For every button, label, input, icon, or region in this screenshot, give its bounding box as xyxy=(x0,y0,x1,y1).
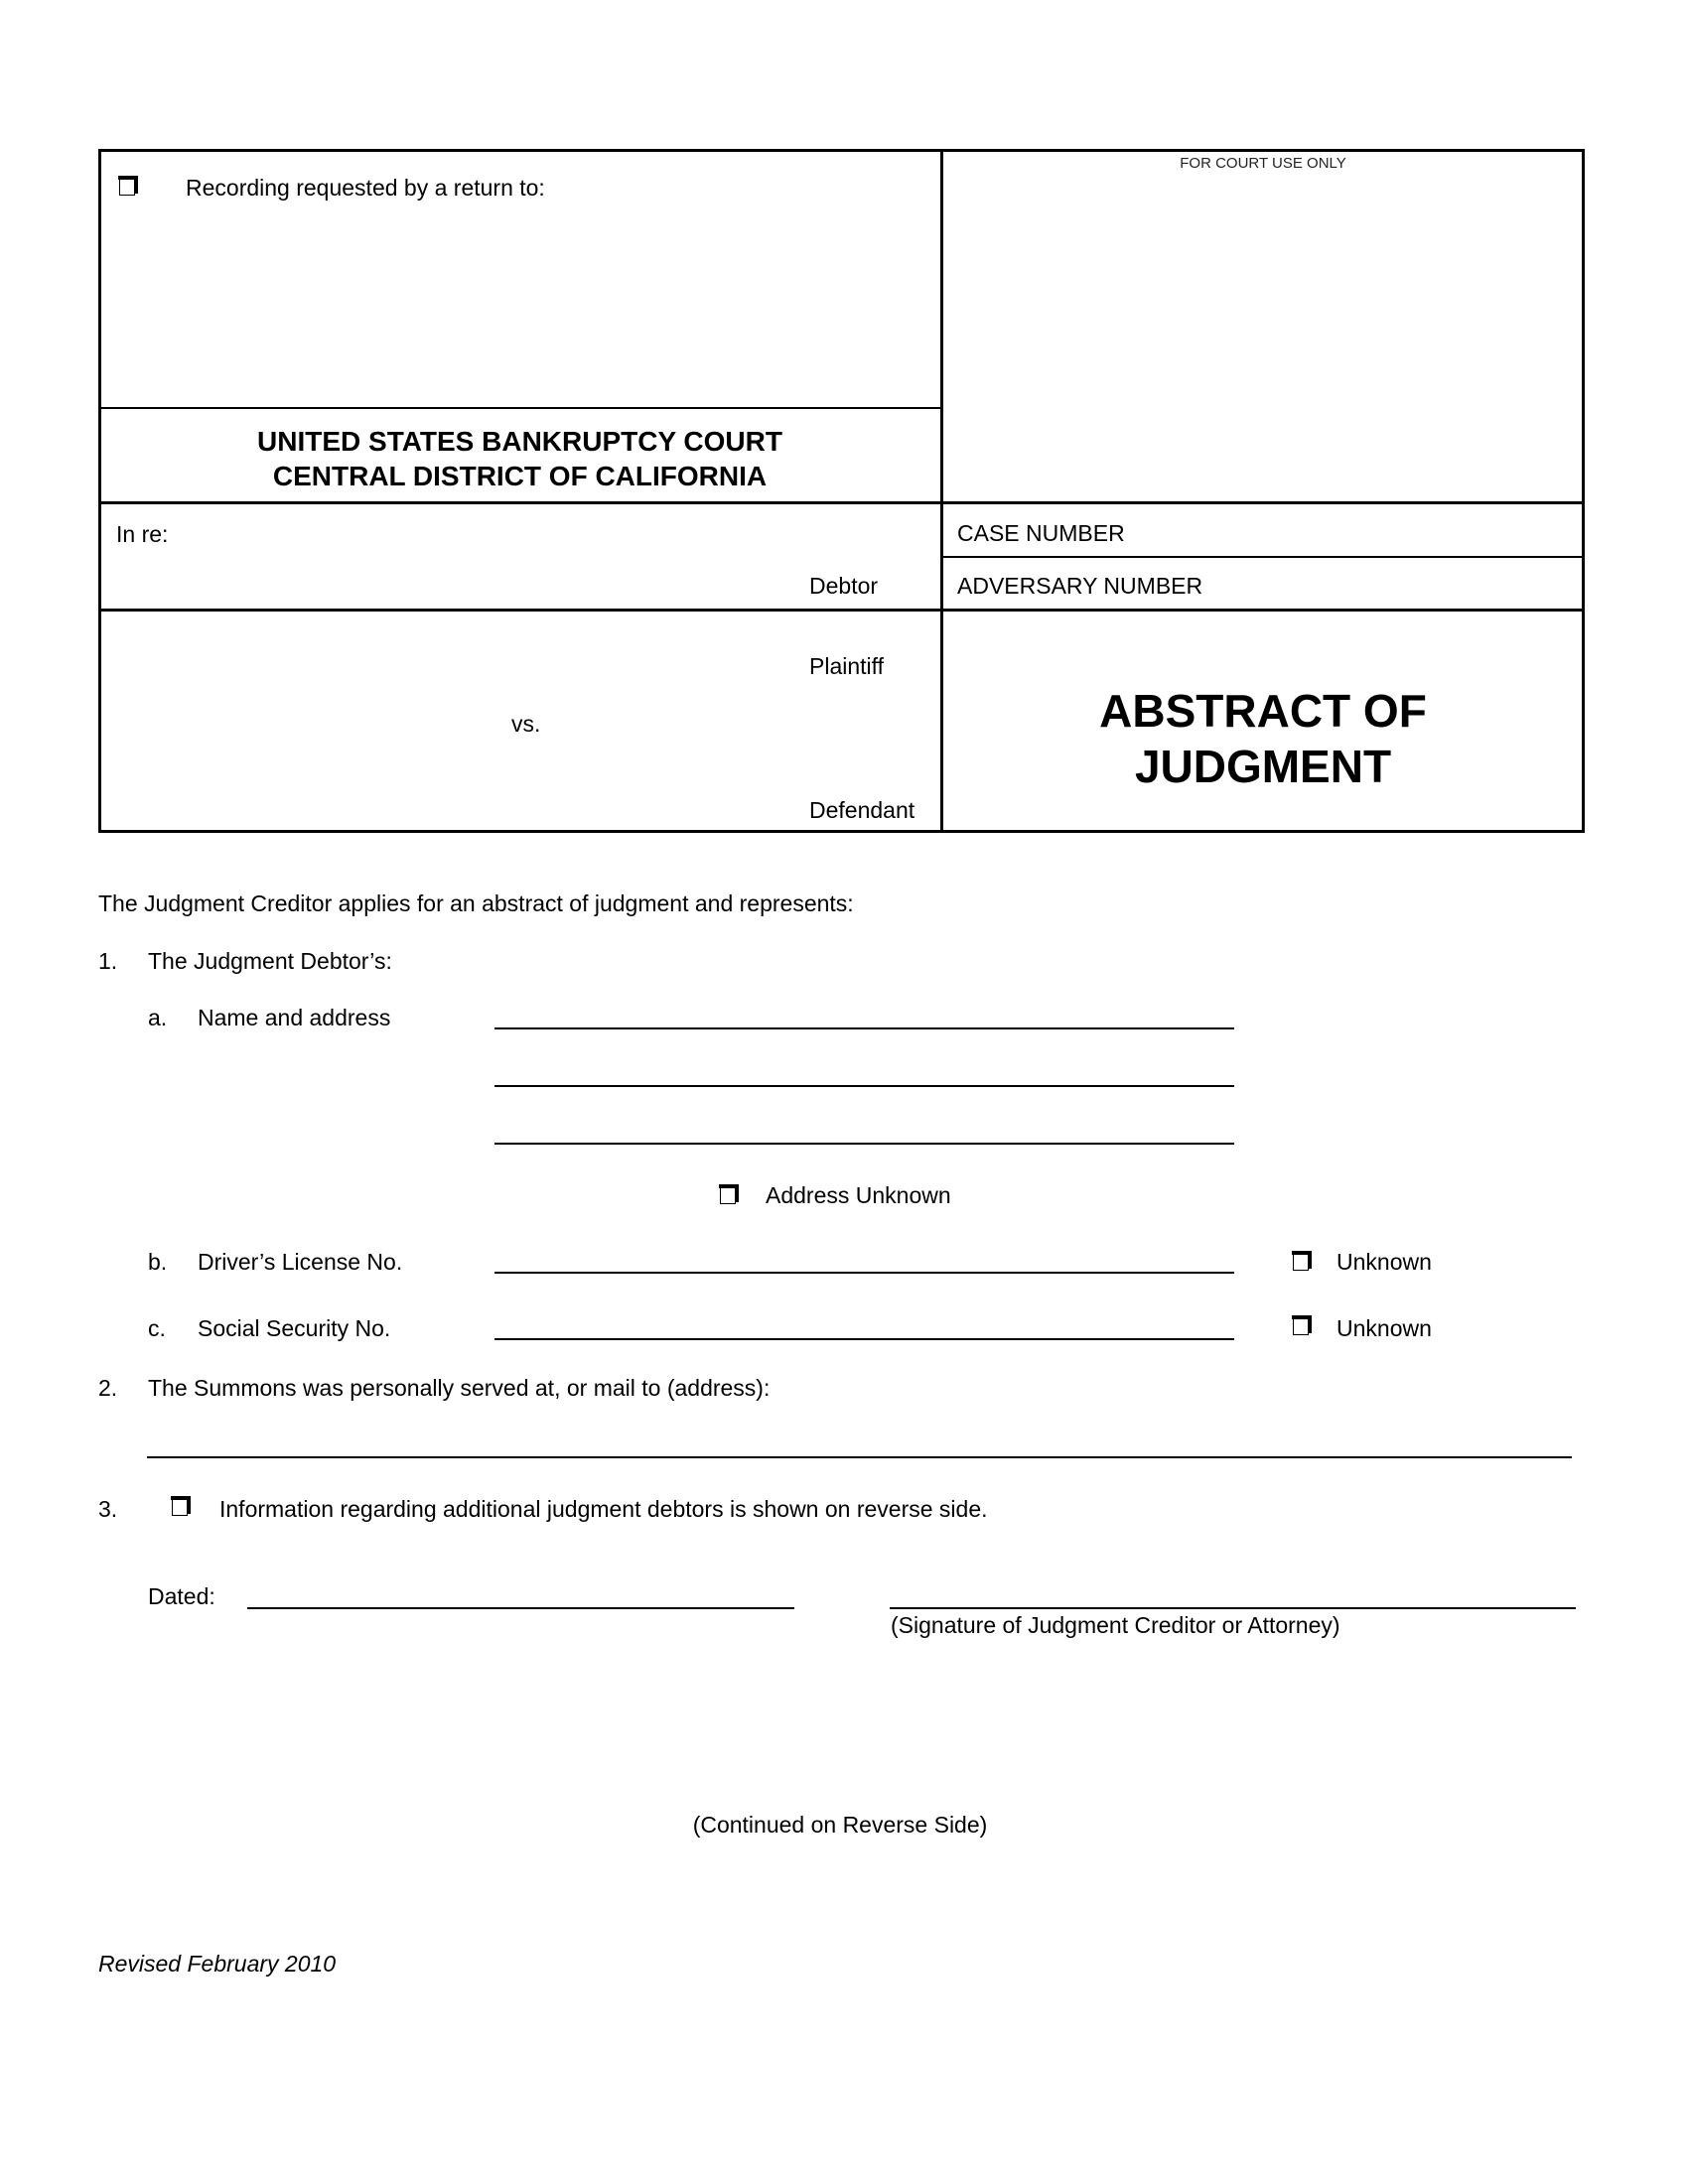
defendant-name-field[interactable] xyxy=(109,745,794,824)
social-security-unknown-checkbox[interactable] xyxy=(1293,1318,1309,1335)
item1c-letter: c. xyxy=(148,1315,166,1341)
revision-date: Revised February 2010 xyxy=(98,1951,337,1977)
item1c-label: Social Security No. xyxy=(198,1315,391,1341)
continued-note: (Continued on Reverse Side) xyxy=(692,1812,988,1838)
recording-requested-checkbox[interactable] xyxy=(119,179,135,196)
in-re-label: In re: xyxy=(116,521,169,547)
case-number-field[interactable] xyxy=(1152,508,1579,552)
intro-statement: The Judgment Creditor applies for an abstract of judgment and represents: xyxy=(98,890,854,916)
debtor-label: Debtor xyxy=(809,573,879,599)
vs-label: vs. xyxy=(511,711,541,737)
item1b-letter: b. xyxy=(148,1249,168,1275)
recording-requested-label: Recording requested by a return to: xyxy=(186,175,545,201)
debtor-name-address-line-1[interactable] xyxy=(494,1027,1234,1029)
summons-address-line[interactable] xyxy=(147,1456,1572,1458)
form-title-line2: JUDGMENT xyxy=(1134,741,1392,792)
drivers-license-unknown-checkbox[interactable] xyxy=(1293,1254,1309,1271)
item1a-letter: a. xyxy=(148,1005,168,1030)
address-unknown-checkbox[interactable] xyxy=(720,1187,736,1204)
divider-parties-top xyxy=(98,609,1585,612)
divider-case-adversary xyxy=(941,556,1585,558)
signature-line[interactable] xyxy=(890,1607,1576,1609)
defendant-label: Defendant xyxy=(809,797,915,823)
dated-label: Dated: xyxy=(148,1583,215,1609)
item3-label: Information regarding additional judgment debtors is shown on reverse side. xyxy=(219,1496,988,1522)
adversary-number-label: ADVERSARY NUMBER xyxy=(957,573,1203,599)
divider-in-re-top xyxy=(98,501,1585,504)
debtor-name-address-line-2[interactable] xyxy=(494,1085,1234,1087)
item1a-label: Name and address xyxy=(198,1005,391,1030)
social-security-unknown-label: Unknown xyxy=(1336,1315,1432,1341)
additional-debtors-checkbox[interactable] xyxy=(172,1499,188,1516)
court-use-only-label: FOR COURT USE ONLY xyxy=(1180,155,1346,172)
social-security-line[interactable] xyxy=(494,1338,1234,1340)
item2-label: The Summons was personally served at, or mail to (address): xyxy=(148,1375,771,1401)
case-number-label: CASE NUMBER xyxy=(957,520,1125,546)
plaintiff-name-field[interactable] xyxy=(109,620,794,690)
adversary-number-field[interactable] xyxy=(1231,562,1579,606)
item1-label: The Judgment Debtor’s: xyxy=(148,948,392,974)
debtor-name-address-line-3[interactable] xyxy=(494,1143,1234,1145)
recording-return-address-area[interactable] xyxy=(103,213,935,402)
item2-number: 2. xyxy=(98,1375,118,1401)
court-name-line1: UNITED STATES BANKRUPTCY COURT xyxy=(257,426,782,457)
item3-number: 3. xyxy=(98,1496,118,1522)
court-name-line2: CENTRAL DISTRICT OF CALIFORNIA xyxy=(272,461,768,491)
item1b-label: Driver’s License No. xyxy=(198,1249,403,1275)
dated-line[interactable] xyxy=(247,1607,794,1609)
address-unknown-label: Address Unknown xyxy=(766,1182,951,1208)
divider-court-box-top xyxy=(98,407,941,409)
drivers-license-line[interactable] xyxy=(494,1272,1234,1274)
drivers-license-unknown-label: Unknown xyxy=(1336,1249,1432,1275)
form-title-line1: ABSTRACT OF xyxy=(1099,685,1427,737)
debtor-name-field[interactable] xyxy=(199,516,794,596)
item1-number: 1. xyxy=(98,948,118,974)
signature-caption: (Signature of Judgment Creditor or Attorney) xyxy=(891,1612,1340,1638)
plaintiff-label: Plaintiff xyxy=(809,653,885,679)
